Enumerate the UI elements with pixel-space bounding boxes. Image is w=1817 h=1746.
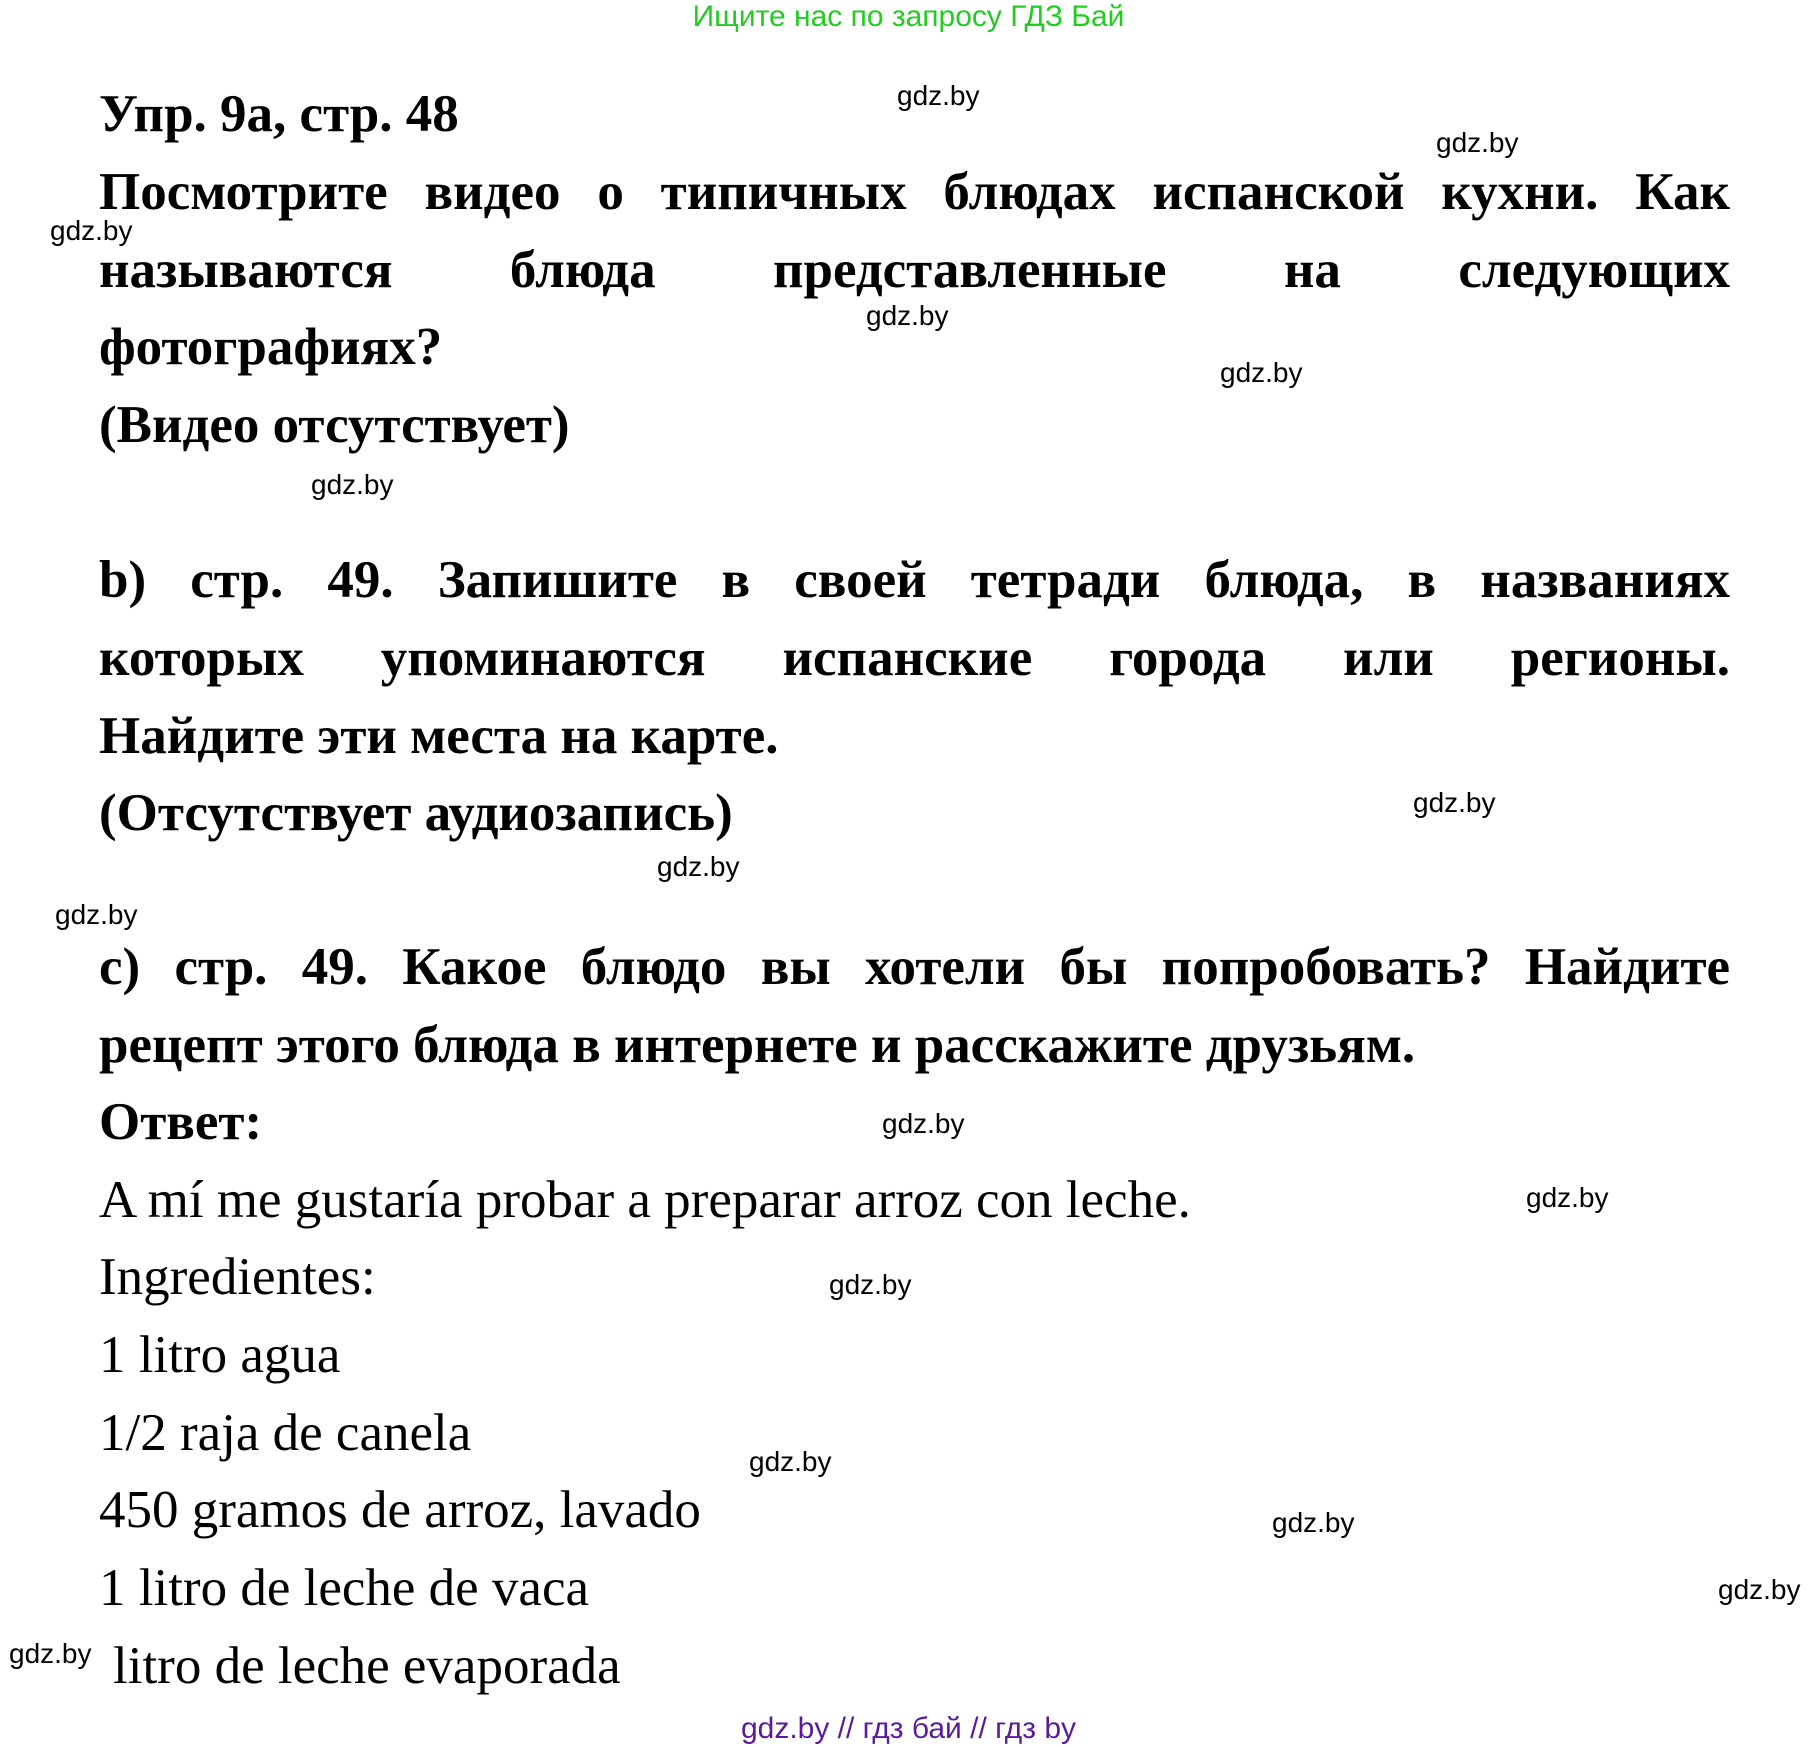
watermark: gdz.by xyxy=(866,300,949,331)
watermark: gdz.by xyxy=(657,851,740,882)
task-c-line: c) стр. 49. Какое блюдо вы хотели бы попробовать? Найдите xyxy=(99,938,1730,996)
task-b-note: (Отсутствует аудиозапись) xyxy=(99,784,733,842)
watermark: gdz.by xyxy=(882,1108,965,1139)
task-a-note: (Видео отсутствует) xyxy=(99,396,570,454)
watermark: gdz.by xyxy=(1526,1182,1609,1213)
ingredients-heading: Ingredientes: xyxy=(99,1248,376,1306)
task-a-line: называются блюда представленные на следующих xyxy=(99,241,1730,299)
watermark: gdz.by xyxy=(749,1446,832,1477)
exercise-title: Упр. 9а, стр. 48 xyxy=(99,85,459,143)
answer-text: A mí me gustaría probar a preparar arroz con leche. xyxy=(99,1171,1191,1229)
task-a-line: Посмотрите видео о типичных блюдах испанской кухни. Как xyxy=(99,163,1730,221)
watermark: gdz.by xyxy=(1718,1574,1801,1605)
watermark: gdz.by xyxy=(9,1638,92,1669)
task-b-line: которых упоминаются испанские города или регионы. xyxy=(99,629,1730,687)
search-hint-banner: Ищите нас по запросу ГДЗ Бай xyxy=(692,0,1125,33)
ingredient-item: 1/2 raja de canela xyxy=(99,1404,472,1462)
watermark: gdz.by xyxy=(1413,787,1496,818)
ingredient-item: litro de leche evaporada xyxy=(113,1637,621,1695)
watermark: gdz.by xyxy=(829,1269,912,1300)
watermark: gdz.by xyxy=(1272,1507,1355,1538)
ingredient-item: 450 gramos de arroz, lavado xyxy=(99,1481,701,1539)
watermark: gdz.by xyxy=(1220,357,1303,388)
ingredient-item: 1 litro de leche de vaca xyxy=(99,1559,589,1617)
watermark: gdz.by xyxy=(897,80,980,111)
watermark: gdz.by xyxy=(55,899,138,930)
task-b-line: Найдите эти места на карте. xyxy=(99,707,779,765)
watermark: gdz.by xyxy=(1436,127,1519,158)
task-c-line: рецепт этого блюда в интернете и расскажите друзьям. xyxy=(99,1016,1416,1074)
task-a-line: фотографиях? xyxy=(99,318,443,376)
answer-label: Ответ: xyxy=(99,1093,263,1151)
ingredient-item: 1 litro agua xyxy=(99,1326,341,1384)
watermark: gdz.by xyxy=(311,469,394,500)
footer-watermark-links: gdz.by // гдз бай // гдз by xyxy=(740,1712,1077,1745)
task-b-line: b) стр. 49. Запишите в своей тетради блюда, в названиях xyxy=(99,551,1730,609)
watermark: gdz.by xyxy=(50,215,133,246)
